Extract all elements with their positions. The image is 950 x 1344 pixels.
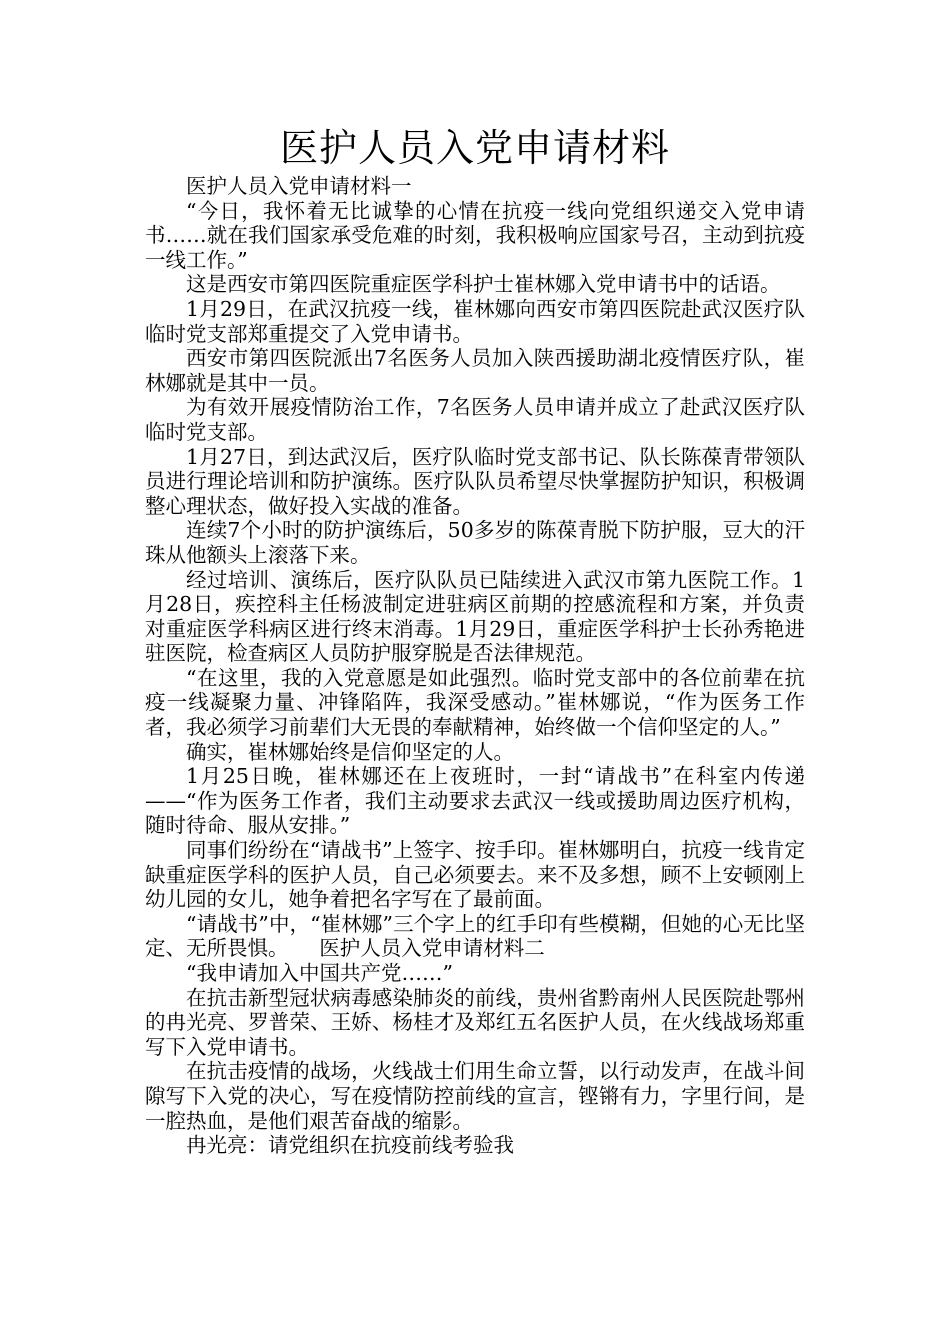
paragraph: 这是西安市第四医院重症医学科护士崔林娜入党申请书中的话语。: [186, 272, 781, 297]
paragraph: 在抗击疫情的战场，火线战士们用生命立誓，以行动发声，在战斗间隙写下入党的决心，写在疫情防控前线的宣言，铿锵有力，字里行间，是一腔热血，是他们艰苦奋战的缩影。: [145, 1059, 805, 1133]
paragraph: 1月27日，到达武汉后，医疗队临时党支部书记、队长陈葆青带领队员进行理论培训和防护演练。医疗队队员希望尽快掌握防护知识，积极调整心理状态，做好投入实战的准备。: [145, 444, 805, 518]
paragraph: 确实，崔林娜始终是信仰坚定的人。: [186, 739, 514, 764]
paragraph: 同事们纷纷在“请战书”上签字、按手印。崔林娜明白，抗疫一线肯定缺重症医学科的医护人员，自己必须要去。来不及多想，顾不上安顿刚上幼儿园的女儿，她争着把名字写在了最前面。: [145, 838, 805, 912]
paragraph: 医护人员入党申请材料一: [186, 174, 412, 198]
paragraph: 冉光亮：请党组织在抗疫前线考验我: [186, 1133, 514, 1158]
paragraph: “我申请加入中国共产党……”: [186, 961, 453, 985]
paragraph: 西安市第四医院派出7名医务人员加入陕西援助湖北疫情医疗队，崔林娜就是其中一员。: [145, 346, 805, 395]
paragraph: “今日，我怀着无比诚挚的心情在抗疫一线向党组织递交入党申请书……就在我们国家承受危难的时刻，我积极响应国家号召，主动到抗疫一线工作。”: [145, 198, 805, 272]
paragraph: “在这里，我的入党意愿是如此强烈。临时党支部中的各位前辈在抗疫一线凝聚力量、冲锋陷阵，我深受感动。”崔林娜说，“作为医务工作者，我必须学习前辈们大无畏的奉献精神，始终做一个信仰坚定的人。”: [145, 665, 805, 740]
paragraph: 1月25日晚，崔林娜还在上夜班时，一封“请战书”在科室内传递——“作为医务工作者，我们主动要求去武汉一线或援助周边医疗机构，随时待命、服从安排。”: [145, 764, 805, 838]
paragraph: 为有效开展疫情防治工作，7名医务人员申请并成立了赴武汉医疗队临时党支部。: [145, 395, 805, 444]
paragraph: 经过培训、演练后，医疗队队员已陆续进入武汉市第九医院工作。1月28日，疾控科主任杨波制定进驻病区前期的控感流程和方案，并负责对重症医学科病区进行终末消毒。1月29日，重症医学科护士长孙秀艳进驻医院，检查病区人员防护服穿脱是否法律规范。: [145, 567, 805, 666]
paragraph: 1月29日，在武汉抗疫一线，崔林娜向西安市第四医院赴武汉医疗队临时党支部郑重提交了入党申请书。: [145, 296, 805, 346]
document-title: 医护人员入党申请材料: [279, 126, 670, 170]
paragraph: “请战书”中，“崔林娜”三个字上的红手印有些模糊，但她的心无比坚定、无所畏惧。 医护人员入党申请材料二: [145, 911, 805, 961]
document-body: [145, 174, 805, 1158]
paragraph: 在抗击新型冠状病毒感染肺炎的前线，贵州省黔南州人民医院赴鄂州的冉光亮、罗普荣、王娇、杨桂才及郑红五名医护人员，在火线战场郑重写下入党申请书。: [145, 985, 805, 1059]
paragraph: 连续7个小时的防护演练后，50多岁的陈葆青脱下防护服，豆大的汗珠从他额头上滚落下来。: [145, 518, 805, 567]
